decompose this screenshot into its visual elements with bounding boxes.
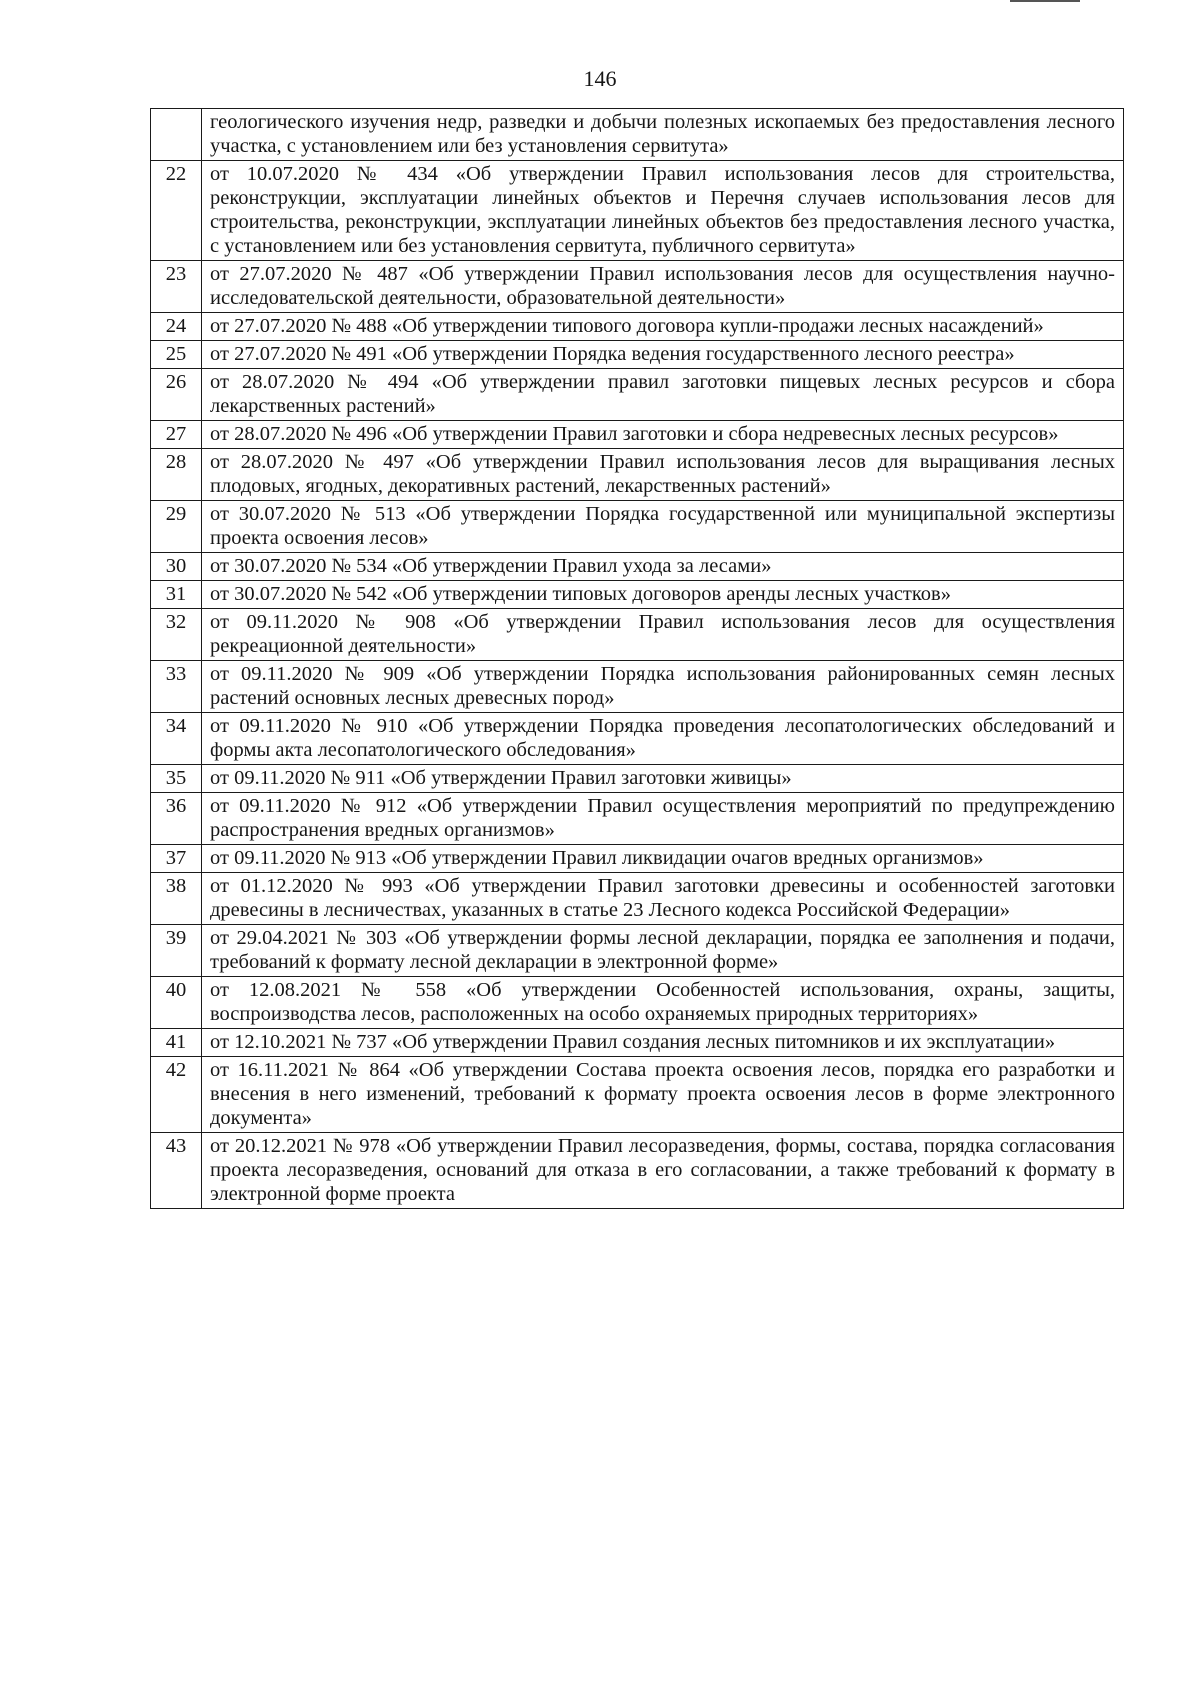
table-row bbox=[151, 977, 1124, 1029]
table-row bbox=[151, 713, 1124, 765]
row-text: от 20.12.2021 № 978 «Об утверждении Правил лесоразведения, формы, состава, порядка согласования проекта лесоразведения, оснований для отказа в его согласовании, а также требований к формату в электронной форме проекта bbox=[202, 1133, 1124, 1209]
row-text: от 28.07.2020 № 494 «Об утверждении правил заготовки пищевых лесных ресурсов и сбора лекарственных растений» bbox=[202, 369, 1124, 421]
table-row bbox=[151, 341, 1124, 369]
table-row bbox=[151, 553, 1124, 581]
table-row bbox=[151, 313, 1124, 341]
table-row bbox=[151, 765, 1124, 793]
row-text: от 09.11.2020 № 912 «Об утверждении Правил осуществления мероприятий по предупреждению распространения вредных организмов» bbox=[202, 793, 1124, 845]
table-row bbox=[151, 161, 1124, 261]
row-number: 43 bbox=[151, 1133, 202, 1209]
table-row bbox=[151, 501, 1124, 553]
table-row bbox=[151, 845, 1124, 873]
table-row bbox=[151, 873, 1124, 925]
row-text: от 30.07.2020 № 542 «Об утверждении типовых договоров аренды лесных участков» bbox=[202, 581, 1124, 609]
row-text: от 28.07.2020 № 497 «Об утверждении Правил использования лесов для выращивания лесных плодовых, ягодных, декоративных растений, лекарственных растений» bbox=[202, 449, 1124, 501]
row-number: 31 bbox=[151, 581, 202, 609]
row-text: от 09.11.2020 № 910 «Об утверждении Порядка проведения лесопатологических обследований и формы акта лесопатологического обследования» bbox=[202, 713, 1124, 765]
row-number bbox=[151, 109, 202, 161]
table-body bbox=[151, 109, 1124, 1209]
row-number: 41 bbox=[151, 1029, 202, 1057]
table-row bbox=[151, 925, 1124, 977]
row-number: 25 bbox=[151, 341, 202, 369]
row-number: 39 bbox=[151, 925, 202, 977]
table-row bbox=[151, 609, 1124, 661]
table-row bbox=[151, 581, 1124, 609]
row-number: 37 bbox=[151, 845, 202, 873]
row-number: 34 bbox=[151, 713, 202, 765]
row-text: геологического изучения недр, разведки и добычи полезных ископаемых без предоставления лесного участка, с установлением или без установления сервитута» bbox=[202, 109, 1124, 161]
table-row bbox=[151, 1057, 1124, 1133]
table-row bbox=[151, 369, 1124, 421]
row-number: 32 bbox=[151, 609, 202, 661]
row-number: 38 bbox=[151, 873, 202, 925]
table-row bbox=[151, 661, 1124, 713]
table-row bbox=[151, 1133, 1124, 1209]
table-row bbox=[151, 449, 1124, 501]
table-row bbox=[151, 261, 1124, 313]
table-row bbox=[151, 793, 1124, 845]
row-text: от 30.07.2020 № 513 «Об утверждении Порядка государственной или муниципальной экспертизы проекта освоения лесов» bbox=[202, 501, 1124, 553]
row-text: от 30.07.2020 № 534 «Об утверждении Правил ухода за лесами» bbox=[202, 553, 1124, 581]
row-text: от 12.08.2021 № 558 «Об утверждении Особенностей использования, охраны, защиты, воспроизводства лесов, расположенных на особо охраняемых природных территориях» bbox=[202, 977, 1124, 1029]
row-number: 26 bbox=[151, 369, 202, 421]
table-row bbox=[151, 421, 1124, 449]
row-text: от 28.07.2020 № 496 «Об утверждении Правил заготовки и сбора недревесных лесных ресурсов» bbox=[202, 421, 1124, 449]
row-text: от 27.07.2020 № 491 «Об утверждении Порядка ведения государственного лесного реестра» bbox=[202, 341, 1124, 369]
row-text: от 12.10.2021 № 737 «Об утверждении Правил создания лесных питомников и их эксплуатации» bbox=[202, 1029, 1124, 1057]
scan-edge-mark bbox=[1010, 0, 1080, 2]
page-number: 146 bbox=[583, 66, 617, 91]
row-number: 24 bbox=[151, 313, 202, 341]
row-text: от 27.07.2020 № 488 «Об утверждении типового договора купли-продажи лесных насаждений» bbox=[202, 313, 1124, 341]
row-number: 27 bbox=[151, 421, 202, 449]
table-row bbox=[151, 1029, 1124, 1057]
row-text: от 29.04.2021 № 303 «Об утверждении формы лесной декларации, порядка ее заполнения и подачи, требований к формату лесной декларации в электронной форме» bbox=[202, 925, 1124, 977]
row-text: от 27.07.2020 № 487 «Об утверждении Правил использования лесов для осуществления научно-исследовательской деятельности, образовательной деятельности» bbox=[202, 261, 1124, 313]
row-number: 33 bbox=[151, 661, 202, 713]
row-number: 22 bbox=[151, 161, 202, 261]
row-number: 29 bbox=[151, 501, 202, 553]
row-number: 35 bbox=[151, 765, 202, 793]
row-text: от 16.11.2021 № 864 «Об утверждении Состава проекта освоения лесов, порядка его разработки и внесения в него изменений, требований к формату проекта освоения лесов в форме электронного документа» bbox=[202, 1057, 1124, 1133]
row-number: 40 bbox=[151, 977, 202, 1029]
row-number: 42 bbox=[151, 1057, 202, 1133]
row-text: от 09.11.2020 № 913 «Об утверждении Правил ликвидации очагов вредных организмов» bbox=[202, 845, 1124, 873]
row-text: от 10.07.2020 № 434 «Об утверждении Правил использования лесов для строительства, реконструкции, эксплуатации линейных объектов и Перечня случаев использования лесов для строительства, реконструкции, эксплуатации линейных объектов без предоставления лесного участка, с установлением или без установления сервитута, публичного сервитута» bbox=[202, 161, 1124, 261]
row-number: 23 bbox=[151, 261, 202, 313]
row-number: 30 bbox=[151, 553, 202, 581]
row-number: 28 bbox=[151, 449, 202, 501]
row-number: 36 bbox=[151, 793, 202, 845]
row-text: от 09.11.2020 № 908 «Об утверждении Правил использования лесов для осуществления рекреационной деятельности» bbox=[202, 609, 1124, 661]
table-row bbox=[151, 109, 1124, 161]
row-text: от 09.11.2020 № 911 «Об утверждении Правил заготовки живицы» bbox=[202, 765, 1124, 793]
row-text: от 09.11.2020 № 909 «Об утверждении Порядка использования районированных семян лесных растений основных лесных древесных пород» bbox=[202, 661, 1124, 713]
row-text: от 01.12.2020 № 993 «Об утверждении Правил заготовки древесины и особенностей заготовки древесины в лесничествах, указанных в статье 23 Лесного кодекса Российской Федерации» bbox=[202, 873, 1124, 925]
document-table bbox=[150, 108, 1124, 1209]
